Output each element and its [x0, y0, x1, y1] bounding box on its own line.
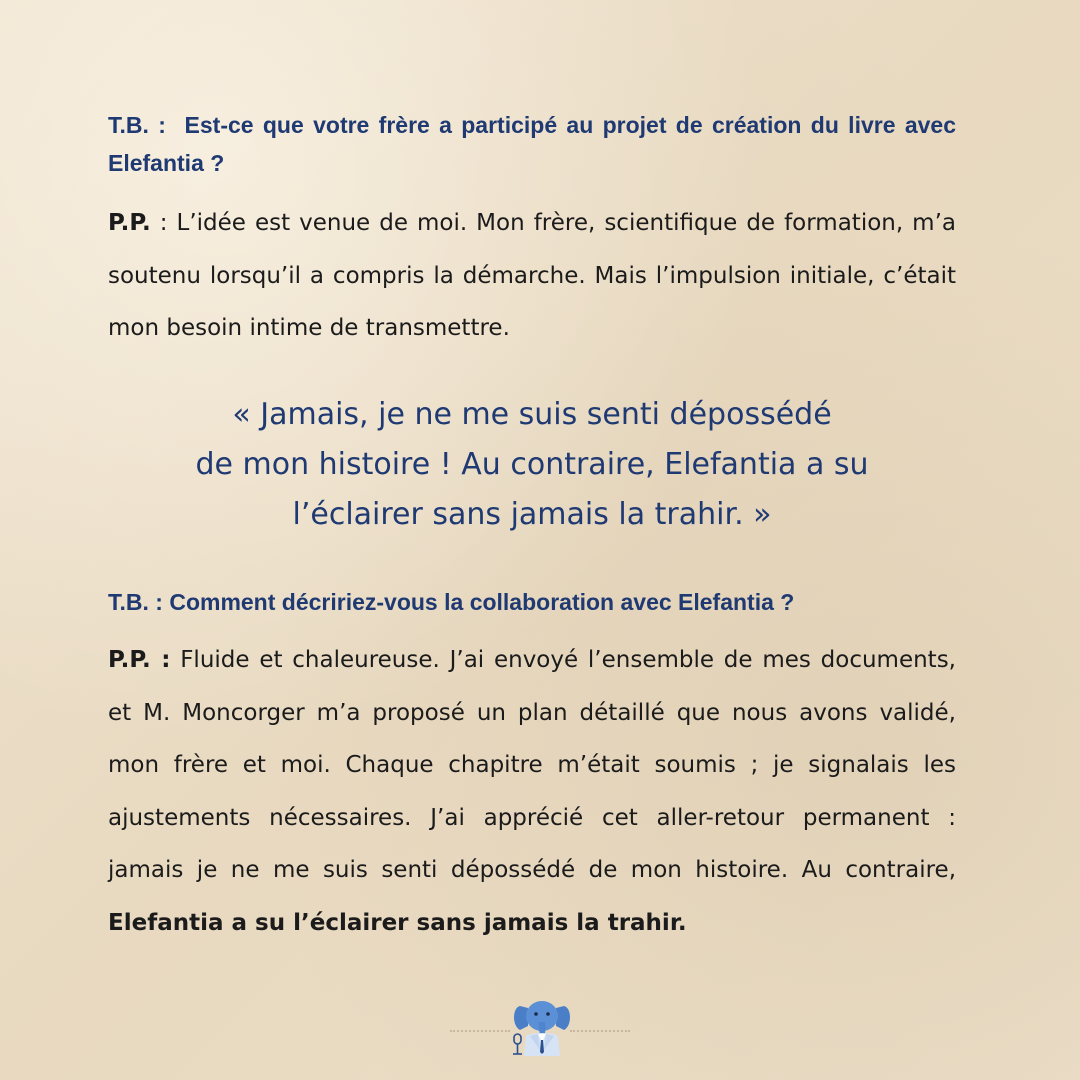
- logo-divider-right: [570, 1030, 630, 1032]
- interview-page: [108, 0, 956, 1080]
- answer-2: [108, 634, 956, 949]
- pull-quote-line-2: de mon histoire ! Au contraire, Elefantia a su: [195, 447, 869, 482]
- answer-2-text: Fluide et chaleureuse. J’ai envoyé l’ensemble de mes documents, et M. Moncorger m’a proposé un plan détaillé que nous avons validé, mon frère et moi. Chaque chapitre m’était soumis ; je signalais les ajustements nécessaires. J’ai apprécié cet aller-retour permanent : jamais je ne me suis senti dépossédé de mon histoire. Au contraire,: [108, 647, 956, 883]
- footer-logo: [470, 996, 610, 1066]
- answer-1-text: : L’idée est venue de moi. Mon frère, scientifique de formation, m’a soutenu lorsqu’il a compris la démarche. Mais l’impulsion initiale, c’était mon besoin intime de transmettre.: [108, 210, 956, 341]
- answer-2-speaker: P.P. :: [108, 647, 171, 673]
- elephant-mascot-icon: [510, 996, 574, 1060]
- answer-1-speaker: P.P.: [108, 210, 151, 236]
- question-2: [108, 583, 956, 621]
- question-1: [108, 106, 956, 182]
- answer-2-emphasis: Elefantia a su l’éclairer sans jamais la trahir.: [108, 909, 687, 936]
- pull-quote: [108, 390, 956, 540]
- question-1-text: Est-ce que votre frère a participé au projet de création du livre avec Elefantia ?: [108, 112, 956, 176]
- pull-quote-line-1: « Jamais, je ne me suis senti dépossédé: [232, 397, 832, 432]
- pull-quote-line-3: l’éclairer sans jamais la trahir. »: [292, 497, 772, 532]
- question-1-prefix: T.B. :: [108, 112, 166, 138]
- answer-1: [108, 197, 956, 355]
- question-2-text: T.B. : Comment décririez-vous la collaboration avec Elefantia ?: [108, 589, 795, 615]
- logo-divider-left: [450, 1030, 510, 1032]
